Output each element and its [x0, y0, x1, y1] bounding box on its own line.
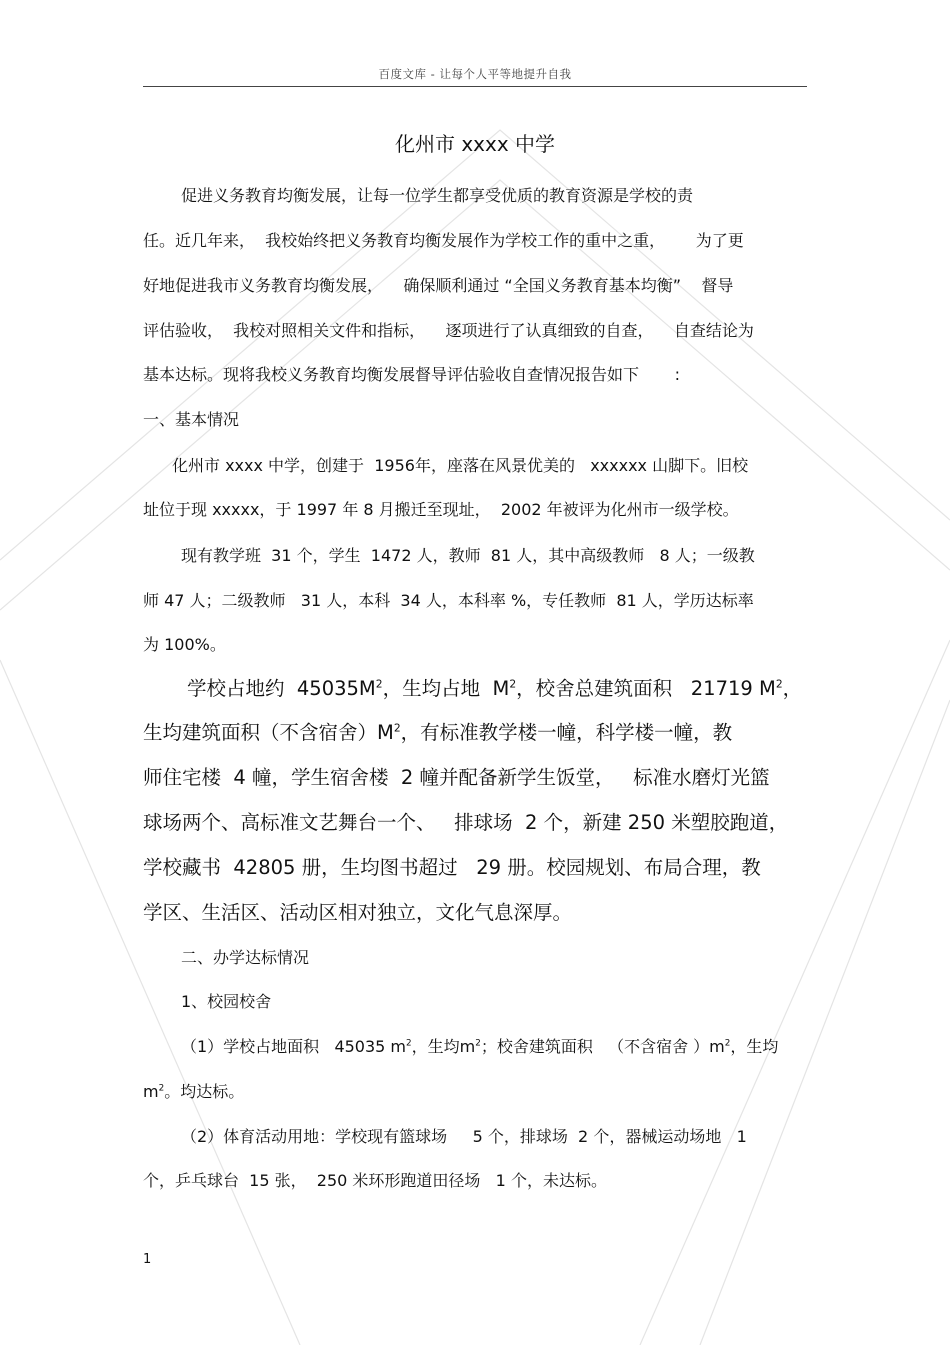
- basic-info-line-1: 化州市 xxxx 中学，创建于 1956年，座落在风景优美的 xxxxxx 山脚下。旧校: [172, 456, 749, 475]
- item-1-line-2: $m^2$。均达标。: [143, 1082, 245, 1101]
- section-2-heading: 二、办学达标情况: [181, 948, 310, 967]
- item-1-line-1: （1）学校占地面积 45035 $m^2$，生均$m^2$；校舍建筑面积 （不含宿舍 ）$m^2$，生均: [181, 1037, 779, 1056]
- intro-line-3: 好地促进我市义务教育均衡发展， 确保顺利通过 “全国义务教育基本均衡” 督导: [143, 276, 734, 295]
- basic-info-line-2: 址位于现 xxxxx，于 1997 年 8 月搬迁至现址， 2002 年被评为化州市一级学校。: [143, 500, 739, 519]
- page-number: 1: [143, 1252, 152, 1267]
- subsection-1-heading: 1、校园校舍: [181, 992, 272, 1011]
- page-header: 百度文库 - 让每个人平等地提升自我: [378, 67, 572, 81]
- intro-line-2: 任。近几年来， 我校始终把义务教育均衡发展作为学校工作的重中之重， 为了更: [143, 231, 744, 250]
- document-title: 化州市 xxxx 中学: [394, 132, 556, 156]
- campus-line-1: 学校占地约 $45035M^2$，生均占地 $M^2$，校舍总建筑面积 21719 $M^2$，: [187, 677, 803, 700]
- item-2-line-2: 个，乒乓球台 15 张， 250 米环形跑道田径场 1 个，未达标。: [143, 1171, 607, 1190]
- section-1-heading: 一、基本情况: [143, 410, 240, 429]
- staff-line-2: 师 47 人；二级教师 31 人，本科 34 人，本科率 %，专任教师 81 人，学历达标率: [143, 591, 754, 610]
- campus-line-5: 学校藏书 42805 册，生均图书超过 29 册。校园规划、布局合理，教: [143, 856, 761, 879]
- campus-line-2: 生均建筑面积（不含宿舍）$M^2$，有标准教学楼一幢，科学楼一幢，教: [143, 721, 733, 744]
- campus-line-4: 球场两个、高标准文艺舞台一个、 排球场 2 个，新建 250 米塑胶跑道，: [143, 811, 789, 834]
- campus-line-6: 学区、生活区、活动区相对独立，文化气息深厚。: [143, 901, 573, 924]
- staff-line-1: 现有教学班 31 个，学生 1472 人，教师 81 人，其中高级教师 8 人；一级教: [181, 546, 755, 565]
- intro-line-4: 评估验收， 我校对照相关文件和指标， 逐项进行了认真细致的自查， 自查结论为: [143, 321, 754, 340]
- intro-line-5: 基本达标。现将我校义务教育均衡发展督导评估验收自查情况报告如下 :: [143, 365, 680, 384]
- staff-line-3: 为 100%。: [143, 635, 226, 654]
- campus-line-3: 师住宅楼 4 幢，学生宿舍楼 2 幢并配备新学生饭堂， 标准水磨灯光篮: [143, 766, 770, 789]
- item-2-line-1: （2）体育活动用地：学校现有篮球场 5 个，排球场 2 个，器械运动场地 1: [181, 1127, 747, 1146]
- intro-line-1: 促进义务教育均衡发展，让每一位学生都享受优质的教育资源是学校的责: [181, 186, 694, 205]
- header-rule: [143, 86, 807, 87]
